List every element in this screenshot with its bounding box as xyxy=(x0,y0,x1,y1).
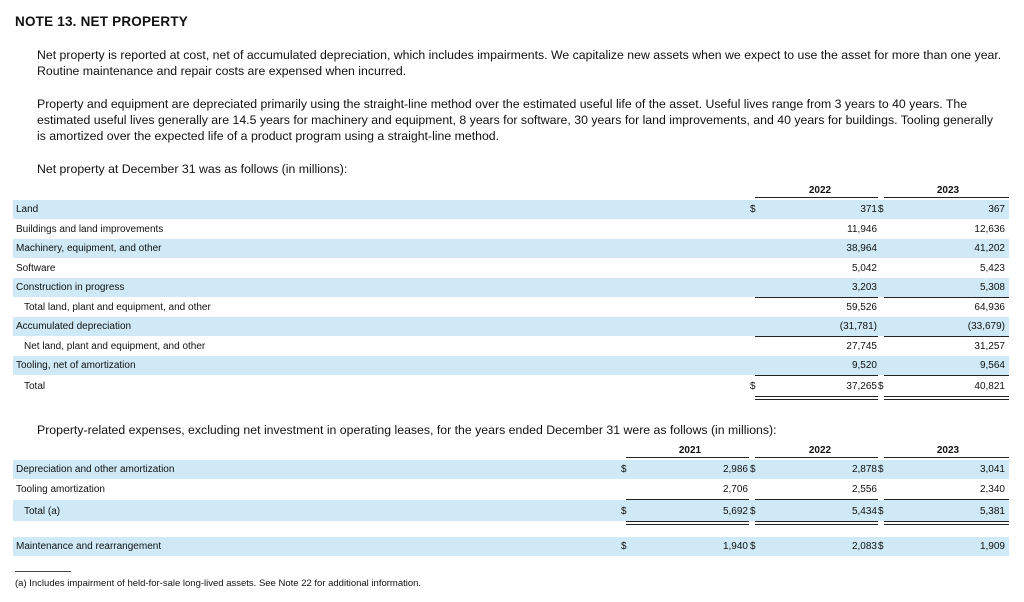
value-2023: 5,381 xyxy=(979,506,1005,517)
value-2023: 2,340 xyxy=(979,484,1005,495)
note-title: NOTE 13. NET PROPERTY xyxy=(15,14,188,29)
value-2023: 12,636 xyxy=(974,224,1005,235)
expense-row xyxy=(13,537,1009,556)
paragraph-expenses-intro: Property-related expenses, excluding net investment in operating leases, for the years ended December 31 were as follows (in millions): xyxy=(37,423,777,437)
total-double-rule xyxy=(884,524,1009,525)
currency-symbol: $ xyxy=(621,541,627,552)
value-2021: 2,706 xyxy=(722,484,748,495)
value-2022: 5,434 xyxy=(851,506,877,517)
value-2021: 2,986 xyxy=(722,464,748,475)
currency-symbol: $ xyxy=(621,464,627,475)
currency-symbol: $ xyxy=(878,381,884,392)
value-2022: 37,265 xyxy=(846,381,877,392)
net-property-row xyxy=(13,200,1009,219)
row-label: Total land, plant and equipment, and other xyxy=(24,302,211,313)
header-year-2021: 2021 xyxy=(678,445,702,456)
value-2023: (33,679) xyxy=(967,321,1005,332)
currency-symbol: $ xyxy=(750,381,756,392)
value-2021: 5,692 xyxy=(722,506,748,517)
net-property-row xyxy=(13,278,1009,297)
net-property-row xyxy=(13,298,1009,317)
value-2023: 40,821 xyxy=(974,381,1005,392)
subtotal-rule xyxy=(755,375,878,376)
total-double-rule xyxy=(755,521,878,522)
net-property-row xyxy=(13,259,1009,278)
row-label: Total (a) xyxy=(24,506,61,517)
total-double-rule xyxy=(884,521,1009,522)
subtotal-rule xyxy=(884,375,1009,376)
header-year-2022: 2022 xyxy=(808,185,832,196)
currency-symbol: $ xyxy=(878,204,884,215)
total-double-rule xyxy=(755,524,878,525)
value-2023: 5,308 xyxy=(979,282,1005,293)
total-double-rule xyxy=(755,399,878,400)
currency-symbol: $ xyxy=(750,506,756,517)
currency-symbol: $ xyxy=(878,541,884,552)
header-rule-2023-expenses xyxy=(884,457,1009,458)
header-rule-2022-expenses xyxy=(755,457,878,458)
paragraph-depreciation-policy: Property and equipment are depreciated primarily using the straight-line method over the estimated useful life of the asset. Useful lives range from 3 years to 40 years. The estimated useful lives generally are 14.5 years for machinery and equipment, 8 years for software, 30 years for land improvements, and 40 years for buildings. Tooling generally is amortized over the expected life of a product program using a straight-line method. xyxy=(37,97,994,143)
subtotal-rule xyxy=(755,499,878,500)
value-2022: 38,964 xyxy=(846,243,877,254)
currency-symbol: $ xyxy=(878,506,884,517)
row-label: Land xyxy=(16,204,39,215)
row-label: Depreciation and other amortization xyxy=(16,464,175,475)
value-2022: 2,556 xyxy=(851,484,877,495)
currency-symbol: $ xyxy=(878,464,884,475)
value-2023: 367 xyxy=(988,204,1005,215)
value-2022: 3,203 xyxy=(851,282,877,293)
header-rule-2021 xyxy=(626,457,749,458)
value-2023: 3,041 xyxy=(979,464,1005,475)
row-label: Tooling, net of amortization xyxy=(16,360,136,371)
value-2023: 1,909 xyxy=(979,541,1005,552)
expense-row xyxy=(13,500,1009,521)
net-property-row xyxy=(13,377,1009,396)
value-2022: 2,083 xyxy=(851,541,877,552)
header-rule-2023 xyxy=(884,197,1009,198)
row-label: Net land, plant and equipment, and other xyxy=(24,341,206,352)
row-label: Machinery, equipment, and other xyxy=(16,243,162,254)
row-label: Buildings and land improvements xyxy=(16,224,164,235)
currency-symbol: $ xyxy=(750,464,756,475)
value-2022: (31,781) xyxy=(839,321,877,332)
net-property-row xyxy=(13,220,1009,239)
value-2022: 9,520 xyxy=(851,360,877,371)
net-property-row xyxy=(13,239,1009,258)
value-2023: 64,936 xyxy=(974,302,1005,313)
total-double-rule xyxy=(626,524,749,525)
footnote-rule xyxy=(15,571,71,572)
currency-symbol: $ xyxy=(750,541,756,552)
row-label: Tooling amortization xyxy=(16,484,105,495)
subtotal-rule xyxy=(626,499,749,500)
value-2021: 1,940 xyxy=(722,541,748,552)
header-year-2023: 2023 xyxy=(936,185,960,196)
total-double-rule xyxy=(884,399,1009,400)
net-property-row xyxy=(13,356,1009,375)
expense-row xyxy=(13,480,1009,499)
net-property-row xyxy=(13,317,1009,336)
net-property-row xyxy=(13,337,1009,356)
value-2023: 31,257 xyxy=(974,341,1005,352)
paragraph-net-property-policy: Net property is reported at cost, net of accumulated depreciation, which includes impairments. We capitalize new assets when we expect to use the asset for more than one year. Routine maintenance and repair costs are expensed when incurred. xyxy=(37,48,1002,78)
currency-symbol: $ xyxy=(750,204,756,215)
currency-symbol: $ xyxy=(621,506,627,517)
value-2022: 27,745 xyxy=(846,341,877,352)
total-double-rule xyxy=(884,396,1009,397)
value-2023: 9,564 xyxy=(979,360,1005,371)
footnote: (a) Includes impairment of held-for-sale long-lived assets. See Note 22 for additional information. xyxy=(15,578,422,589)
total-double-rule xyxy=(626,521,749,522)
value-2023: 41,202 xyxy=(974,243,1005,254)
total-double-rule xyxy=(755,396,878,397)
header-rule-2022 xyxy=(755,197,878,198)
row-label: Construction in progress xyxy=(16,282,125,293)
header-year-2022-expenses: 2022 xyxy=(808,445,832,456)
expense-row xyxy=(13,460,1009,479)
value-2022: 5,042 xyxy=(851,263,877,274)
row-label: Software xyxy=(16,263,56,274)
row-label: Maintenance and rearrangement xyxy=(16,541,162,552)
row-label: Accumulated depreciation xyxy=(16,321,132,332)
subtotal-rule xyxy=(884,499,1009,500)
row-label: Total xyxy=(24,381,46,392)
value-2022: 2,878 xyxy=(851,464,877,475)
header-year-2023-expenses: 2023 xyxy=(936,445,960,456)
value-2022: 11,946 xyxy=(847,224,877,235)
value-2023: 5,423 xyxy=(979,263,1005,274)
value-2022: 371 xyxy=(860,204,877,215)
value-2022: 59,526 xyxy=(846,302,877,313)
paragraph-net-property-intro: Net property at December 31 was as follows (in millions): xyxy=(37,162,348,176)
